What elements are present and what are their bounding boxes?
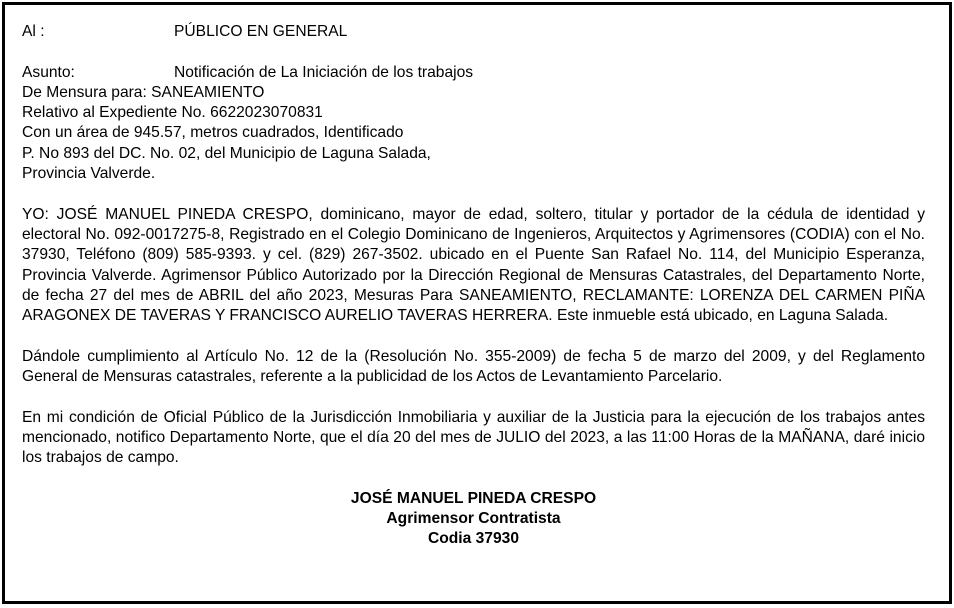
- signer-title: Agrimensor Contratista: [386, 509, 561, 527]
- compliance-paragraph: Dándole cumplimiento al Artículo No. 12 de la (Resolución No. 355-2009) de fecha 5 de marzo del 2009, y del Reglamento General de Mensuras catastrales, referente a la publicidad de los Actos de Levantamiento Parcelario.: [22, 347, 925, 386]
- spacer: [22, 42, 925, 62]
- signer-codia: Codia 37930: [427, 530, 519, 548]
- declaration-paragraph: YO: JOSÉ MANUEL PINEDA CRESPO, dominicano, mayor de edad, soltero, titular y portador de la cédula de identidad y electoral No. 092-0017275-8, Registrado en el Colegio Dominicano de Ingenieros, Arquitectos y Agrimensores (CODIA) con el No. 37930, Teléfono (809) 585-9393. y cel. (829) 267-3502. ubicado en el Puente San Rafael No. 114, del Municipio Esperanza, Provincia Valverde. Agrimensor Público Autorizado por la Dirección Regional de Mensuras Catastrales, del Departamento Norte, de fecha 27 del mes de ABRIL del año 2023, Mesuras Para SANEAMIENTO, RECLAMANTE: LORENZA DEL CARMEN PIÑA ARAGONEX DE TAVERAS Y FRANCISCO AURELIO TAVERAS HERRERA. Este inmueble está ubicado, en Laguna Salada.: [22, 205, 925, 325]
- subject-line: [22, 63, 925, 83]
- spacer: [22, 387, 925, 407]
- parcel-line: P. No 893 del DC. No. 02, del Municipio de Laguna Salada,: [22, 144, 431, 162]
- recipient-line: [22, 22, 925, 42]
- spacer: [22, 326, 925, 346]
- province-line: Provincia Valverde.: [22, 165, 156, 183]
- spacer: [22, 184, 925, 204]
- subject-value: Notificación de La Iniciación de los trabajos: [174, 63, 474, 81]
- signer-name: JOSÉ MANUEL PINEDA CRESPO: [350, 489, 597, 507]
- recipient-value: PÚBLICO EN GENERAL: [174, 23, 348, 40]
- subject-label: Asunto:: [22, 63, 75, 81]
- survey-type-line: De Mensura para: SANEAMIENTO: [22, 83, 265, 101]
- signature-block: [22, 489, 925, 550]
- file-number-line: Relativo al Expediente No. 6622023070831: [22, 104, 323, 122]
- public-notice: [2, 2, 952, 604]
- notification-paragraph: En mi condición de Oficial Público de la Jurisdicción Inmobiliaria y auxiliar de la Justicia para la ejecución de los trabajos antes mencionado, notifico Departamento Norte, que el día 20 del mes de JULIO del 2023, a las 11:00 Horas de la MAÑANA, daré inicio los trabajos de campo.: [22, 408, 925, 467]
- area-line: Con un área de 945.57, metros cuadrados, Identificado: [22, 124, 404, 142]
- recipient-label: Al :: [22, 23, 45, 40]
